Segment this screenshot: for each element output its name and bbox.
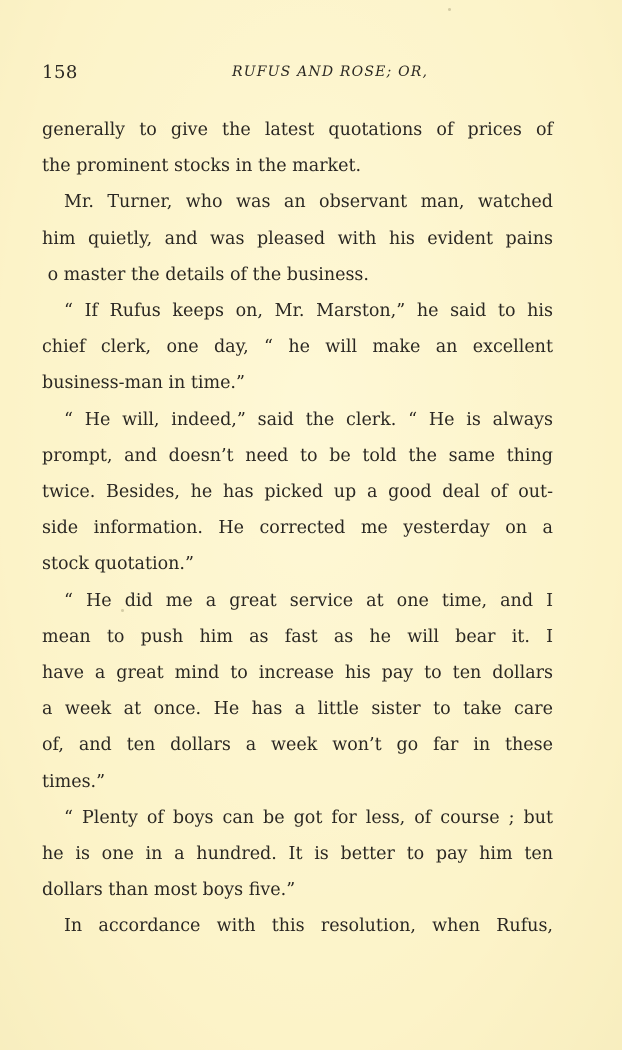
text-line: side information. He corrected me yesterday on a	[42, 518, 553, 539]
paragraph	[42, 474, 553, 510]
paragraph-last-line	[42, 872, 553, 908]
paragraph-last-line	[42, 257, 553, 293]
paragraph	[42, 221, 553, 257]
paragraph	[42, 184, 553, 220]
page-header	[42, 62, 554, 86]
paragraph-last-line	[42, 365, 553, 401]
paragraph	[42, 836, 553, 872]
paragraph	[42, 619, 553, 655]
text-line: he is one in a hundred. It is better to pay him ten	[42, 844, 553, 865]
text-line: “ He did me a great service at one time, and I	[64, 590, 553, 611]
paragraph	[42, 329, 553, 365]
page-number: 158	[42, 62, 78, 83]
page-body	[42, 112, 553, 945]
text-line: him quietly, and was pleased with his evident pains	[42, 228, 553, 249]
text-line: “ If Rufus keeps on, Mr. Marston,” he said to his	[64, 301, 553, 322]
text-line: stock quotation.”	[42, 554, 194, 575]
text-line: have a great mind to increase his pay to ten dollars	[42, 663, 553, 684]
text-line: Mr. Turner, who was an observant man, watched	[64, 192, 553, 213]
paragraph	[42, 800, 553, 836]
paragraph-last-line	[42, 764, 553, 800]
text-line: business-man in time.”	[42, 373, 245, 394]
text-line: a week at once. He has a little sister to take care	[42, 699, 553, 720]
text-line: dollars than most boys five.”	[42, 880, 296, 901]
paragraph	[42, 691, 553, 727]
text-line: prompt, and doesn’t need to be told the same thing	[42, 445, 553, 466]
text-line: the prominent stocks in the market.	[42, 156, 362, 177]
paper-speck	[448, 8, 451, 11]
text-line: generally to give the latest quotations of prices of	[42, 120, 553, 140]
paragraph	[42, 510, 553, 546]
paragraph	[42, 908, 553, 944]
text-line: times.”	[42, 771, 106, 792]
paragraph	[42, 293, 553, 329]
paragraph	[42, 655, 553, 691]
text-line: of, and ten dollars a week won’t go far in these	[42, 735, 553, 756]
running-head: RUFUS AND ROSE; OR,	[232, 64, 429, 80]
paragraph	[42, 402, 553, 438]
text-line: mean to push him as fast as he will bear it. I	[42, 626, 553, 647]
text-line: chief clerk, one day, “ he will make an excellent	[42, 337, 553, 358]
paragraph-last-line	[42, 546, 553, 582]
paragraph	[42, 583, 553, 619]
text-line: o master the details of the business.	[42, 264, 369, 285]
paragraph	[42, 727, 553, 763]
text-line: “ He will, indeed,” said the clerk. “ He is always	[64, 409, 553, 430]
paragraph-last-line	[42, 148, 553, 184]
paragraph	[42, 438, 553, 474]
text-line: twice. Besides, he has picked up a good deal of out-	[42, 482, 553, 503]
text-line: “ Plenty of boys can be got for less, of course ; but	[64, 807, 553, 828]
paragraph	[42, 112, 553, 148]
text-line: In accordance with this resolution, when Rufus,	[64, 916, 553, 937]
